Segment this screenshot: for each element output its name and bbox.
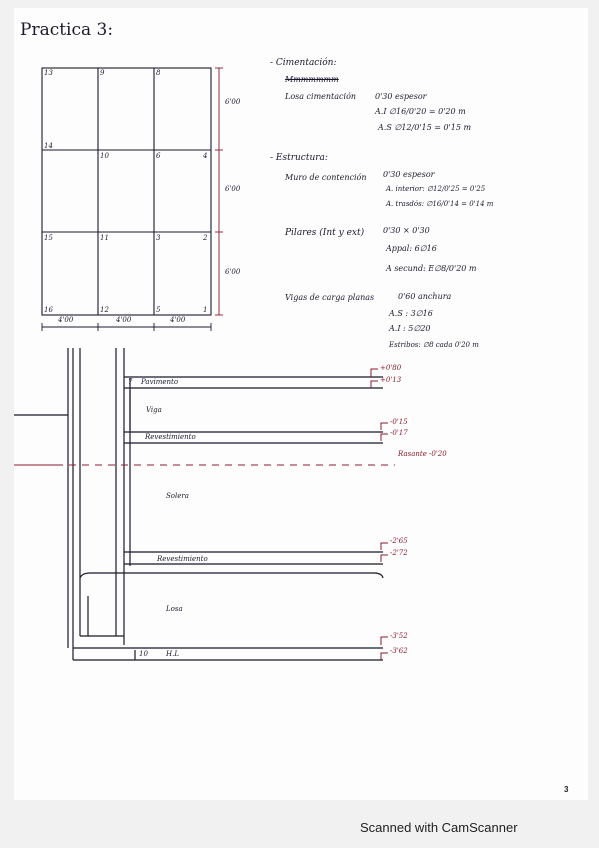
page-title: Practica 3:	[20, 20, 114, 40]
label-revestimiento: Revestimiento	[157, 555, 208, 563]
span-dimension: 4'00	[170, 316, 186, 324]
label-number: 7	[128, 378, 133, 386]
armadura-trasdos: A. trasdós: ∅16/0'14 = 0'14 m	[386, 200, 494, 208]
rasante-label: Rasante -0'20	[398, 450, 447, 458]
scanner-watermark: Scanned with CamScanner	[360, 820, 518, 835]
node-label: 2	[203, 234, 208, 242]
node-label: 9	[100, 69, 105, 77]
node-label: 15	[44, 234, 53, 242]
node-label: 1	[203, 306, 208, 314]
label-hl: H.L	[166, 650, 179, 658]
estructura-heading: - Estructura:	[270, 153, 328, 163]
cimentacion-heading: - Cimentación:	[270, 58, 337, 68]
pilares-value: 0'30 × 0'30	[383, 226, 430, 235]
armadura-secundaria: A secund: E∅8/0'20 m	[386, 264, 477, 273]
node-label: 16	[44, 306, 53, 314]
horizontal-dimension	[42, 323, 211, 331]
vigas-value: 0'60 anchura	[398, 292, 452, 301]
armadura-superior: A.S ∅12/0'15 = 0'15 m	[378, 123, 472, 132]
vigas-estribos: Estribos: ∅8 cada 0'20 m	[389, 341, 479, 349]
page-number: 3	[564, 785, 569, 794]
losa-label: Losa cimentación	[285, 92, 357, 101]
level-value: -2'72	[390, 549, 408, 557]
node-label: 3	[156, 234, 161, 242]
node-label: 12	[100, 306, 109, 314]
section-drawing	[14, 348, 383, 660]
node-label: 10	[100, 152, 109, 160]
vertical-dimension	[215, 68, 223, 315]
level-value: -0'15	[390, 418, 408, 426]
label-number: 10	[139, 650, 148, 658]
label-viga: Viga	[146, 406, 162, 414]
muro-value: 0'30 espesor	[383, 170, 435, 179]
level-value: -2'65	[390, 537, 408, 545]
label-solera: Solera	[166, 492, 189, 500]
span-dimension: 4'00	[58, 316, 74, 324]
vigas-armadura-superior: A.S : 3∅16	[389, 309, 433, 318]
struck-text: Mmmmmmm	[285, 75, 339, 84]
level-value: -3'62	[390, 647, 408, 655]
node-label: 8	[156, 69, 161, 77]
node-label: 5	[156, 306, 161, 314]
muro-label: Muro de contención	[285, 173, 367, 182]
height-dimension: 6'00	[225, 185, 241, 193]
height-dimension: 6'00	[225, 268, 241, 276]
level-value: +0'80	[380, 364, 402, 372]
span-dimension: 4'00	[116, 316, 132, 324]
label-revestimiento: Revestimiento	[145, 433, 196, 441]
node-label: 11	[100, 234, 109, 242]
vigas-label: Vigas de carga planas	[285, 293, 375, 302]
armadura-principal: Appal: 6∅16	[386, 244, 437, 253]
node-label: 13	[44, 69, 53, 77]
label-losa: Losa	[166, 605, 183, 613]
node-label: 4	[203, 152, 208, 160]
floor-plan-grid	[42, 68, 211, 315]
armadura-inferior: A.I ∅16/0'20 = 0'20 m	[375, 107, 466, 116]
losa-value: 0'30 espesor	[375, 92, 427, 101]
height-dimension: 6'00	[225, 98, 241, 106]
plan-outline	[42, 68, 211, 315]
level-value: +0'13	[380, 376, 402, 384]
level-value: -0'17	[390, 429, 408, 437]
level-markers	[371, 369, 388, 660]
armadura-interior: A. interior: ∅12/0'25 = 0'25	[386, 185, 486, 193]
pilares-label: Pilares (Int y ext)	[285, 228, 365, 238]
level-value: -3'52	[390, 632, 408, 640]
node-label: 14	[44, 142, 53, 150]
node-label: 6	[156, 152, 161, 160]
label-pavimento: Pavimento	[141, 378, 179, 386]
vigas-armadura-inferior: A.I : 5∅20	[389, 324, 431, 333]
